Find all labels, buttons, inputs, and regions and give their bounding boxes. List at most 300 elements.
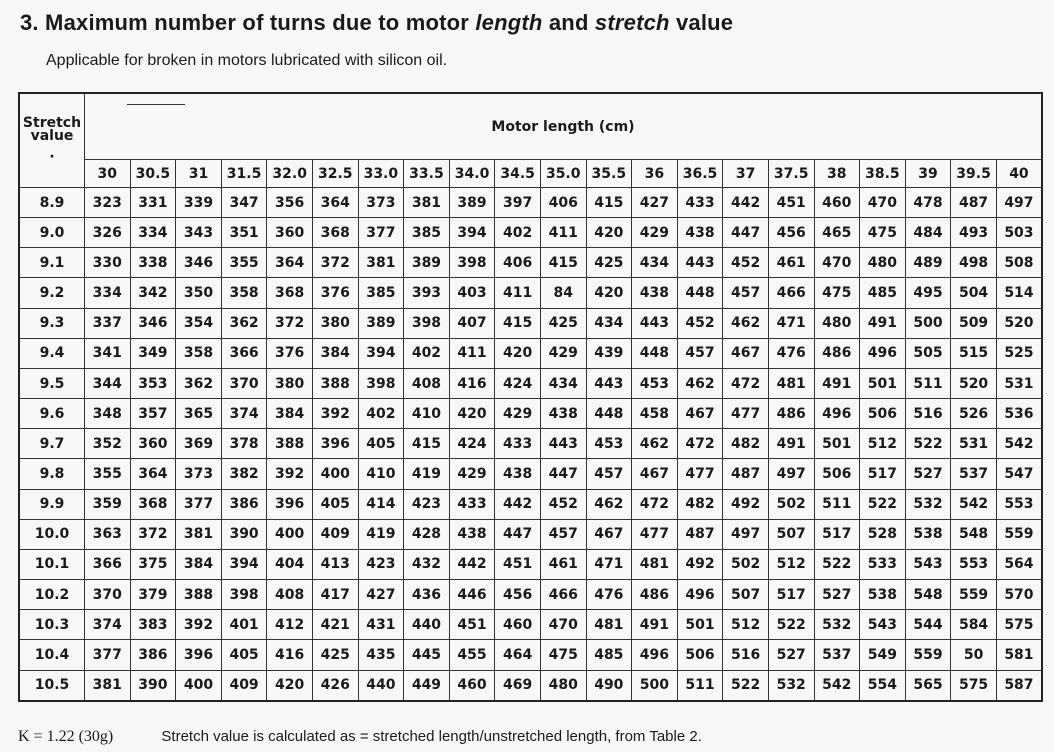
turns-cell: 370 [85,580,131,610]
turns-cell: 368 [267,278,313,308]
turns-cell: 412 [267,610,313,640]
length-header-cell: 33.5 [404,160,450,188]
turns-cell: 452 [540,489,586,519]
turns-cell: 462 [677,368,723,398]
header-mark: · [49,149,55,165]
turns-cell: 417 [312,580,358,610]
length-header-cell: 32.5 [312,160,358,188]
turns-cell: 424 [449,429,495,459]
turns-cell: 348 [85,399,131,429]
turns-cell: 449 [404,670,450,701]
turns-cell: 419 [358,519,404,549]
turns-cell: 363 [85,519,131,549]
turns-cell: 470 [540,610,586,640]
turns-cell: 392 [312,399,358,429]
table-row [19,640,1042,670]
turns-cell: 581 [996,640,1042,670]
turns-cell: 532 [768,670,814,701]
turns-cell: 413 [312,549,358,579]
turns-cell: 407 [449,308,495,338]
turns-cell: 339 [176,188,222,218]
turns-cell: 478 [905,188,951,218]
turns-cell: 84 [540,278,586,308]
turns-cell: 489 [905,248,951,278]
table-row [19,549,1042,579]
table-row [19,399,1042,429]
turns-cell: 425 [540,308,586,338]
length-header-cell: 38 [814,160,860,188]
turns-cell: 461 [540,549,586,579]
turns-cell: 526 [951,399,997,429]
turns-cell: 386 [130,640,176,670]
turns-cell: 451 [768,188,814,218]
length-header-cell: 33.0 [358,160,404,188]
table-row [19,459,1042,489]
stretch-value-cell: 10.3 [19,610,85,640]
turns-cell: 512 [723,610,769,640]
turns-cell: 420 [495,338,541,368]
turns-cell: 514 [996,278,1042,308]
turns-cell: 342 [130,278,176,308]
turns-cell: 476 [586,580,632,610]
turns-cell: 419 [404,459,450,489]
turns-cell: 372 [267,308,313,338]
length-header-cell: 35.5 [586,160,632,188]
stretch-value-cell: 9.8 [19,459,85,489]
turns-cell: 403 [449,278,495,308]
stretch-value-cell: 10.5 [19,670,85,701]
turns-cell: 353 [130,368,176,398]
turns-cell: 443 [540,429,586,459]
turns-cell: 359 [85,489,131,519]
turns-cell: 475 [814,278,860,308]
turns-cell: 400 [267,519,313,549]
turns-cell: 415 [586,188,632,218]
turns-cell: 414 [358,489,404,519]
turns-cell: 377 [85,640,131,670]
turns-cell: 406 [495,248,541,278]
turns-cell: 480 [540,670,586,701]
turns-cell: 484 [905,218,951,248]
turns-cell: 503 [996,218,1042,248]
turns-cell: 362 [221,308,267,338]
turns-cell: 392 [267,459,313,489]
turns-cell: 452 [677,308,723,338]
turns-cell: 469 [495,670,541,701]
table-row [19,248,1042,278]
turns-cell: 380 [312,308,358,338]
turns-cell: 427 [358,580,404,610]
turns-cell: 466 [540,580,586,610]
turns-cell: 509 [951,308,997,338]
turns-cell: 411 [540,218,586,248]
turns-cell: 366 [85,549,131,579]
table-row [19,308,1042,338]
turns-cell: 442 [723,188,769,218]
page-subtitle: Applicable for broken in motors lubricated with silicon oil. [46,52,448,69]
turns-cell: 506 [677,640,723,670]
turns-cell: 443 [677,248,723,278]
turns-cell: 542 [814,670,860,701]
turns-cell: 506 [860,399,906,429]
length-header-cell: 39.5 [951,160,997,188]
turns-cell: 349 [130,338,176,368]
turns-cell: 372 [312,248,358,278]
turns-cell: 537 [814,640,860,670]
turns-cell: 402 [404,338,450,368]
turns-cell: 421 [312,610,358,640]
turns-cell: 364 [267,248,313,278]
turns-cell: 559 [996,519,1042,549]
turns-cell: 438 [540,399,586,429]
turns-cell: 537 [951,459,997,489]
turns-cell: 505 [905,338,951,368]
turns-cell: 415 [495,308,541,338]
turns-cell: 424 [495,368,541,398]
turns-cell: 547 [996,459,1042,489]
turns-cell: 438 [449,519,495,549]
turns-cell: 527 [814,580,860,610]
turns-cell: 527 [768,640,814,670]
turns-cell: 500 [905,308,951,338]
turns-cell: 467 [677,399,723,429]
turns-cell: 584 [951,610,997,640]
turns-cell: 511 [814,489,860,519]
turns-cell: 496 [860,338,906,368]
turns-cell: 410 [358,459,404,489]
length-header-cell: 39 [905,160,951,188]
turns-cell: 553 [996,489,1042,519]
turns-cell: 50 [951,640,997,670]
turns-cell: 438 [495,459,541,489]
title-mid: and [542,10,595,35]
turns-cell: 442 [449,549,495,579]
turns-cell: 326 [85,218,131,248]
turns-cell: 405 [312,489,358,519]
turns-cell: 354 [176,308,222,338]
turns-cell: 500 [632,670,678,701]
turns-cell: 420 [267,670,313,701]
turns-cell: 355 [85,459,131,489]
turns-cell: 493 [951,218,997,248]
turns-cell: 507 [723,580,769,610]
turns-cell: 375 [130,549,176,579]
turns-table [18,92,1043,702]
stretch-value-cell: 9.7 [19,429,85,459]
turns-cell: 394 [221,549,267,579]
turns-cell: 492 [677,549,723,579]
turns-cell: 443 [632,308,678,338]
turns-cell: 538 [860,580,906,610]
turns-cell: 531 [951,429,997,459]
turns-cell: 440 [358,670,404,701]
table-row [19,368,1042,398]
turns-cell: 447 [540,459,586,489]
turns-cell: 543 [905,549,951,579]
turns-cell: 408 [404,368,450,398]
turns-cell: 330 [85,248,131,278]
turns-cell: 487 [951,188,997,218]
turns-cell: 522 [723,670,769,701]
turns-cell: 575 [951,670,997,701]
stretch-value-cell: 9.2 [19,278,85,308]
turns-cell: 376 [312,278,358,308]
turns-cell: 520 [996,308,1042,338]
turns-cell: 498 [951,248,997,278]
turns-cell: 460 [495,610,541,640]
turns-cell: 358 [221,278,267,308]
turns-cell: 442 [495,489,541,519]
turns-cell: 472 [677,429,723,459]
turns-cell: 470 [860,188,906,218]
stretch-value-cell: 9.9 [19,489,85,519]
turns-cell: 438 [632,278,678,308]
turns-cell: 434 [540,368,586,398]
turns-cell: 501 [860,368,906,398]
turns-cell: 501 [814,429,860,459]
turns-cell: 432 [404,549,450,579]
turns-cell: 404 [267,549,313,579]
turns-cell: 467 [723,338,769,368]
turns-cell: 520 [951,368,997,398]
turns-cell: 443 [586,368,632,398]
turns-cell: 457 [586,459,632,489]
turns-cell: 352 [85,429,131,459]
turns-cell: 467 [586,519,632,549]
turns-cell: 389 [449,188,495,218]
turns-cell: 491 [860,308,906,338]
stretch-value-cell: 9.6 [19,399,85,429]
turns-cell: 341 [85,338,131,368]
turns-cell: 381 [404,188,450,218]
length-header-cell: 34.5 [495,160,541,188]
turns-cell: 388 [176,580,222,610]
turns-cell: 446 [449,580,495,610]
turns-cell: 402 [495,218,541,248]
turns-cell: 381 [176,519,222,549]
turns-cell: 502 [768,489,814,519]
turns-cell: 397 [495,188,541,218]
turns-cell: 587 [996,670,1042,701]
turns-cell: 365 [176,399,222,429]
header-row-group [19,93,1042,160]
length-header-row [19,160,1042,188]
turns-cell: 522 [905,429,951,459]
turns-cell: 381 [85,670,131,701]
turns-cell: 425 [586,248,632,278]
turns-cell: 369 [176,429,222,459]
turns-cell: 453 [632,368,678,398]
stretch-value-cell: 9.0 [19,218,85,248]
turns-cell: 408 [267,580,313,610]
stretch-value-cell: 10.1 [19,549,85,579]
turns-cell: 460 [449,670,495,701]
turns-cell: 542 [951,489,997,519]
turns-cell: 487 [723,459,769,489]
motor-length-header-label: Motor length (cm) [491,118,635,135]
turns-cell: 485 [860,278,906,308]
turns-cell: 536 [996,399,1042,429]
turns-cell: 448 [586,399,632,429]
turns-cell: 456 [495,580,541,610]
turns-cell: 355 [221,248,267,278]
turns-cell: 544 [905,610,951,640]
turns-cell: 383 [130,610,176,640]
turns-cell: 429 [632,218,678,248]
stretch-value-cell: 10.0 [19,519,85,549]
turns-cell: 452 [723,248,769,278]
turns-cell: 477 [677,459,723,489]
turns-cell: 512 [768,549,814,579]
turns-cell: 451 [449,610,495,640]
page-title [20,10,733,36]
turns-cell: 477 [723,399,769,429]
turns-cell: 487 [677,519,723,549]
turns-cell: 527 [905,459,951,489]
turns-cell: 368 [312,218,358,248]
turns-cell: 396 [267,489,313,519]
turns-cell: 402 [358,399,404,429]
turns-cell: 411 [449,338,495,368]
turns-cell: 396 [176,640,222,670]
stretch-value-cell: 8.9 [19,188,85,218]
turns-cell: 378 [221,429,267,459]
turns-cell: 491 [632,610,678,640]
turns-cell: 525 [996,338,1042,368]
turns-cell: 364 [130,459,176,489]
turns-cell: 433 [677,188,723,218]
turns-cell: 416 [267,640,313,670]
turns-cell: 420 [586,278,632,308]
turns-cell: 346 [130,308,176,338]
turns-cell: 388 [312,368,358,398]
table-row [19,610,1042,640]
turns-cell: 357 [130,399,176,429]
turns-cell: 381 [358,248,404,278]
turns-cell: 390 [221,519,267,549]
turns-cell: 351 [221,218,267,248]
turns-cell: 398 [449,248,495,278]
turns-cell: 462 [632,429,678,459]
turns-cell: 360 [130,429,176,459]
stretch-value-cell: 10.2 [19,580,85,610]
turns-cell: 496 [677,580,723,610]
turns-cell: 495 [905,278,951,308]
turns-cell: 428 [404,519,450,549]
turns-cell: 390 [130,670,176,701]
length-header-cell: 36 [632,160,678,188]
turns-cell: 471 [768,308,814,338]
turns-cell: 496 [814,399,860,429]
turns-cell: 388 [267,429,313,459]
turns-cell: 380 [267,368,313,398]
turns-cell: 497 [996,188,1042,218]
turns-cell: 366 [221,338,267,368]
turns-cell: 465 [814,218,860,248]
turns-cell: 440 [404,610,450,640]
turns-cell: 570 [996,580,1042,610]
turns-cell: 385 [404,218,450,248]
turns-cell: 559 [905,640,951,670]
turns-cell: 508 [996,248,1042,278]
table-row [19,278,1042,308]
turns-cell: 564 [996,549,1042,579]
turns-cell: 542 [996,429,1042,459]
turns-cell: 457 [540,519,586,549]
turns-cell: 532 [814,610,860,640]
turns-cell: 334 [85,278,131,308]
turns-cell: 374 [85,610,131,640]
turns-cell: 423 [358,549,404,579]
turns-cell: 457 [677,338,723,368]
turns-cell: 405 [221,640,267,670]
turns-cell: 481 [768,368,814,398]
turns-cell: 377 [358,218,404,248]
turns-cell: 347 [221,188,267,218]
turns-cell: 431 [358,610,404,640]
turns-cell: 522 [860,489,906,519]
turns-cell: 384 [267,399,313,429]
turns-cell: 392 [176,610,222,640]
turns-cell: 416 [449,368,495,398]
turns-cell: 517 [768,580,814,610]
turns-cell: 501 [677,610,723,640]
turns-cell: 457 [723,278,769,308]
stretch-value-cell: 9.4 [19,338,85,368]
stretch-note: Stretch value is calculated as = stretched length/unstretched length, from Table 2. [161,728,702,745]
stretch-value-cell: 9.5 [19,368,85,398]
turns-cell: 373 [176,459,222,489]
turns-cell: 515 [951,338,997,368]
turns-cell: 532 [905,489,951,519]
turns-cell: 512 [860,429,906,459]
length-header-cell: 35.0 [540,160,586,188]
turns-cell: 358 [176,338,222,368]
turns-cell: 438 [677,218,723,248]
length-header-cell: 32.0 [267,160,313,188]
turns-cell: 517 [814,519,860,549]
turns-cell: 462 [723,308,769,338]
length-header-cell: 37.5 [768,160,814,188]
turns-cell: 415 [404,429,450,459]
length-header-cell: 36.5 [677,160,723,188]
turns-cell: 331 [130,188,176,218]
turns-cell: 548 [905,580,951,610]
length-header-cell: 31.5 [221,160,267,188]
turns-cell: 480 [860,248,906,278]
turns-cell: 370 [221,368,267,398]
turns-cell: 491 [814,368,860,398]
turns-cell: 516 [905,399,951,429]
turns-cell: 476 [768,338,814,368]
turns-cell: 400 [176,670,222,701]
turns-cell: 385 [358,278,404,308]
turns-cell: 531 [996,368,1042,398]
length-header-cell: 30 [85,160,131,188]
turns-cell: 472 [723,368,769,398]
turns-cell: 466 [768,278,814,308]
length-header-cell: 31 [176,160,222,188]
turns-cell: 481 [632,549,678,579]
turns-cell: 533 [860,549,906,579]
length-header-cell: 34.0 [449,160,495,188]
length-header-cell: 30.5 [130,160,176,188]
turns-cell: 497 [768,459,814,489]
turns-cell: 502 [723,549,769,579]
length-header-cell: 38.5 [860,160,906,188]
turns-cell: 448 [677,278,723,308]
turns-cell: 522 [814,549,860,579]
